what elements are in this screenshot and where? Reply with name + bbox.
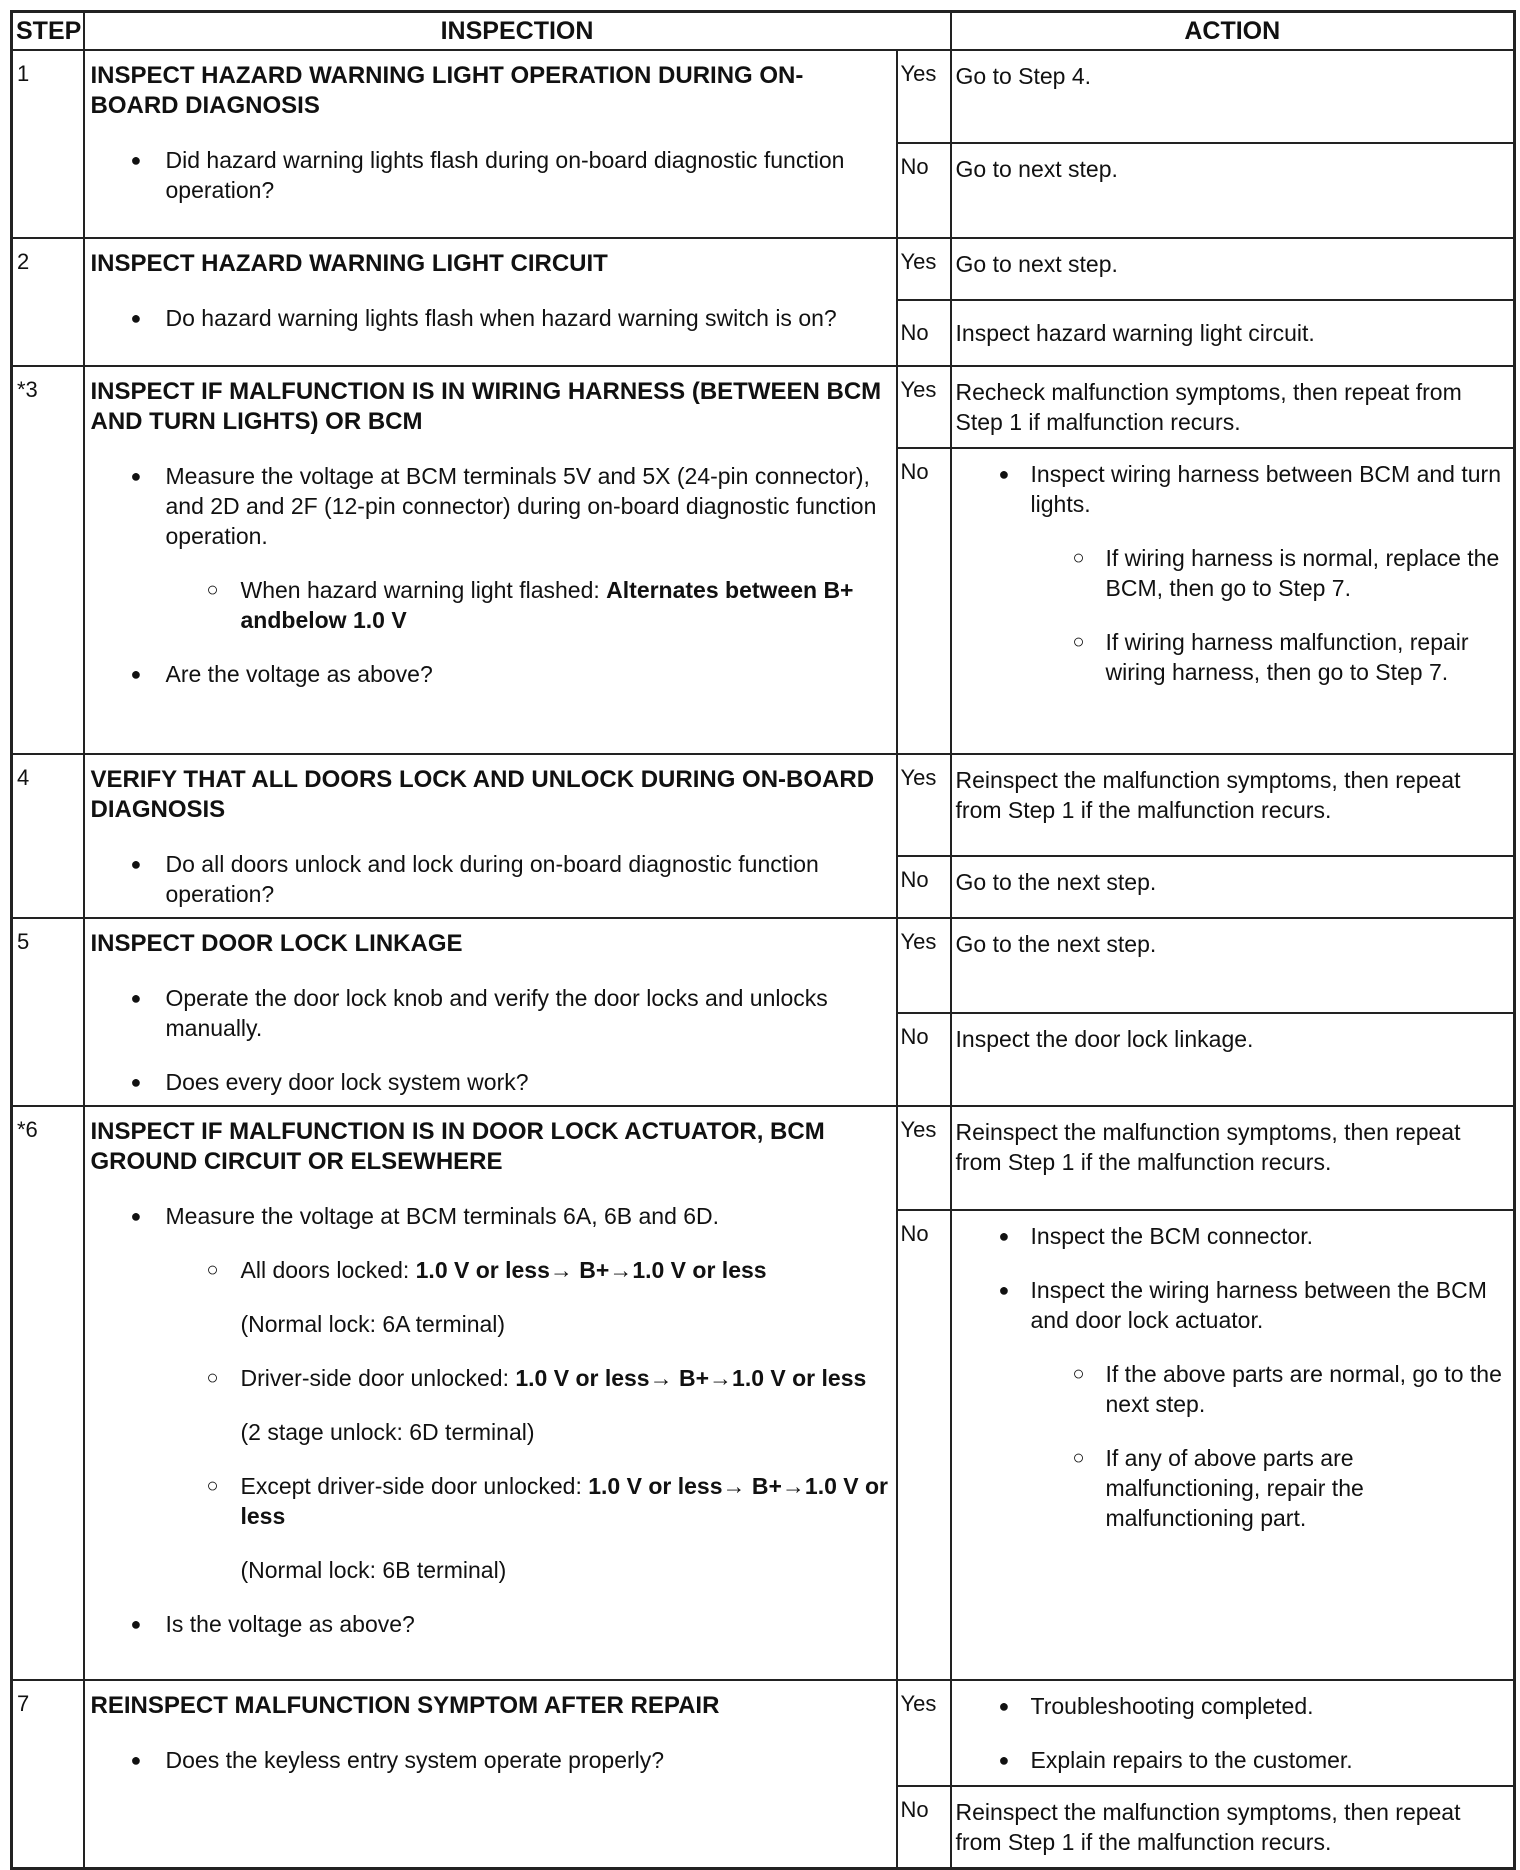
inspection-bullet: ● Did hazard warning lights flash during on-board diagnostic function operation?: [91, 145, 890, 205]
condition-label: Except driver-side door unlocked:: [240, 1473, 589, 1499]
step-title: REINSPECT MALFUNCTION SYMPTOM AFTER REPAIR: [90, 1692, 720, 1719]
step-5-yes-row: [12, 918, 1515, 1013]
yes-label: Yes: [897, 918, 951, 1013]
step-1-inspection: [84, 50, 897, 238]
inspection-sub-bullet: [91, 1255, 890, 1285]
step-1-yes-row: [12, 50, 1515, 143]
no-action: Go to the next step.: [951, 856, 1515, 918]
condition-label: When hazard warning light flashed:: [240, 577, 607, 603]
no-label: No: [897, 1013, 951, 1106]
yes-label: Yes: [897, 1106, 951, 1210]
no-action: Inspect hazard warning light circuit.: [951, 300, 1515, 366]
yes-label: Yes: [897, 1680, 951, 1786]
condition-value: 1.0 V or less→ B+→1.0 V or less: [515, 1365, 867, 1391]
yes-action: Reinspect the malfunction symptoms, then repeat from Step 1 if the malfunction recurs.: [951, 754, 1515, 856]
step-title: INSPECT HAZARD WARNING LIGHT OPERATION DURING ON-BOARD DIAGNOSIS: [90, 62, 804, 119]
step-number: 5: [12, 918, 84, 1106]
inspection-bullet: ● Operate the door lock knob and verify the door locks and unlocks manually.: [91, 983, 890, 1043]
no-label: No: [897, 143, 951, 238]
action-sub-bullet: ○ If any of above parts are malfunctioning, repair the malfunctioning part.: [956, 1443, 1510, 1533]
inspection-bullet: ● Measure the voltage at BCM terminals 5V and 5X (24-pin connector), and 2D and 2F (12-pin connector) during on-board diagnostic function operation.: [91, 461, 890, 551]
step-6-inspection: [84, 1106, 897, 1680]
inspection-bullet: ● Is the voltage as above?: [91, 1609, 890, 1639]
yes-action: Go to Step 4.: [951, 50, 1515, 143]
condition-value: 1.0 V or less→ B+→1.0 V or less: [415, 1257, 767, 1283]
action-sub-bullet: ○ If wiring harness malfunction, repair wiring harness, then go to Step 7.: [956, 627, 1510, 687]
step-6-yes-row: [12, 1106, 1515, 1210]
action-bullet: ● Troubleshooting completed.: [956, 1691, 1510, 1721]
no-action: Reinspect the malfunction symptoms, then repeat from Step 1 if the malfunction recurs.: [951, 1786, 1515, 1869]
inspection-bullet: ● Does every door lock system work?: [91, 1067, 890, 1097]
inspection-bullet: ● Are the voltage as above?: [91, 659, 890, 689]
terminal-note: (Normal lock: 6A terminal): [240, 1311, 506, 1337]
inspection-bullet: ● Do all doors unlock and lock during on-board diagnostic function operation?: [91, 849, 890, 909]
step-title: INSPECT IF MALFUNCTION IS IN WIRING HARNESS (BETWEEN BCM AND TURN LIGHTS) OR BCM: [90, 378, 882, 435]
no-action: [951, 448, 1515, 754]
step-title: INSPECT HAZARD WARNING LIGHT CIRCUIT: [90, 250, 608, 277]
condition-label: All doors locked:: [240, 1257, 416, 1283]
yes-label: Yes: [897, 366, 951, 448]
no-label: No: [897, 856, 951, 918]
action-bullet: ● Inspect wiring harness between BCM and turn lights.: [956, 459, 1510, 519]
step-4-inspection: [84, 754, 897, 918]
step-number: *6: [12, 1106, 84, 1680]
header-row: [12, 12, 1515, 51]
step-2-inspection: [84, 238, 897, 366]
condition-value: 1.0 V or less→ B+→1.0 V or less: [240, 1473, 889, 1529]
action-sub-bullet: ○ If the above parts are normal, go to the next step.: [956, 1359, 1510, 1419]
step-number: 1: [12, 50, 84, 238]
step-4-yes-row: [12, 754, 1515, 856]
header-action: ACTION: [951, 12, 1515, 51]
step-number: 7: [12, 1680, 84, 1869]
header-inspection: INSPECTION: [84, 12, 951, 51]
inspection-sub-bullet: [91, 1471, 890, 1531]
yes-action: Go to the next step.: [951, 918, 1515, 1013]
action-sub-bullet: ○ If wiring harness is normal, replace the BCM, then go to Step 7.: [956, 543, 1510, 603]
terminal-note: (Normal lock: 6B terminal): [240, 1557, 507, 1583]
inspection-bullet: ● Does the keyless entry system operate properly?: [91, 1745, 890, 1775]
condition-label: Driver-side door unlocked:: [240, 1365, 516, 1391]
no-label: No: [897, 448, 951, 754]
no-action: Inspect the door lock linkage.: [951, 1013, 1515, 1106]
step-3-inspection: [84, 366, 897, 754]
no-action: Go to next step.: [951, 143, 1515, 238]
inspection-bullet: ● Measure the voltage at BCM terminals 6A, 6B and 6D.: [91, 1201, 890, 1231]
yes-action: Reinspect the malfunction symptoms, then repeat from Step 1 if the malfunction recurs.: [951, 1106, 1515, 1210]
no-label: No: [897, 1210, 951, 1680]
yes-action: Go to next step.: [951, 238, 1515, 300]
no-label: No: [897, 1786, 951, 1869]
yes-action: Recheck malfunction symptoms, then repeat from Step 1 if malfunction recurs.: [951, 366, 1515, 448]
yes-action: [951, 1680, 1515, 1786]
yes-label: Yes: [897, 50, 951, 143]
no-action: [951, 1210, 1515, 1680]
step-title: INSPECT IF MALFUNCTION IS IN DOOR LOCK ACTUATOR, BCM GROUND CIRCUIT OR ELSEWHERE: [90, 1118, 825, 1175]
step-2-yes-row: [12, 238, 1515, 300]
action-bullet: ● Inspect the wiring harness between the BCM and door lock actuator.: [956, 1275, 1510, 1335]
troubleshooting-table: [10, 10, 1516, 1870]
step-title: VERIFY THAT ALL DOORS LOCK AND UNLOCK DURING ON-BOARD DIAGNOSIS: [90, 766, 875, 823]
step-title: INSPECT DOOR LOCK LINKAGE: [90, 930, 463, 957]
step-number: 4: [12, 754, 84, 918]
no-label: No: [897, 300, 951, 366]
header-step: STEP: [12, 12, 84, 51]
action-bullet: ● Inspect the BCM connector.: [956, 1221, 1510, 1251]
yes-label: Yes: [897, 754, 951, 856]
step-number: *3: [12, 366, 84, 754]
step-7-inspection: [84, 1680, 897, 1869]
terminal-note: (2 stage unlock: 6D terminal): [240, 1419, 535, 1445]
step-number: 2: [12, 238, 84, 366]
action-bullet: ● Explain repairs to the customer.: [956, 1745, 1510, 1775]
step-3-yes-row: [12, 366, 1515, 448]
step-5-inspection: [84, 918, 897, 1106]
yes-label: Yes: [897, 238, 951, 300]
inspection-bullet: ● Do hazard warning lights flash when hazard warning switch is on?: [91, 303, 890, 333]
inspection-sub-bullet: [91, 1363, 890, 1393]
step-7-yes-row: [12, 1680, 1515, 1786]
condition-value: Alternates between B+ andbelow 1.0 V: [240, 577, 854, 633]
inspection-sub-bullet: [91, 575, 890, 635]
